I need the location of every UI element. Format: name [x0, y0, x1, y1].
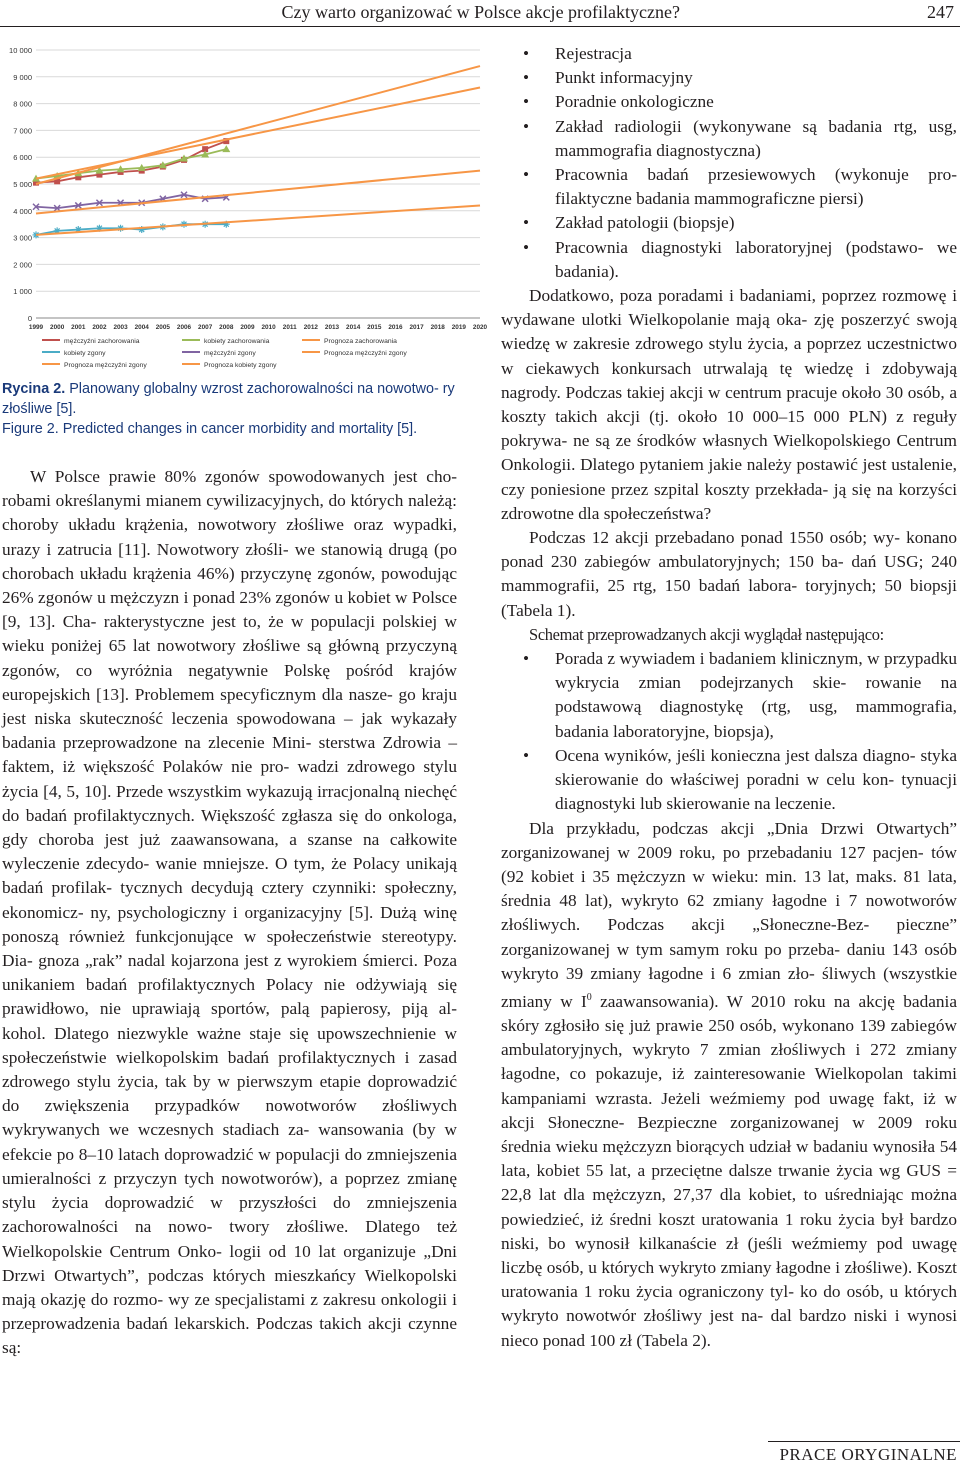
- legend-label: mężczyźni zachorowania: [64, 338, 140, 345]
- header-rule: [0, 26, 960, 27]
- list-item: • Zakład patologii (biopsje): [501, 211, 957, 235]
- x-tick-label: 2006: [176, 324, 192, 331]
- x-tick-label: 2004: [134, 324, 149, 331]
- caption-pl: [2, 379, 457, 419]
- series-line: [36, 66, 480, 184]
- paragraph: Podczas 12 akcji przebadano ponad 1550 osób; wy- konano ponad 230 zabiegów ambulatoryjnych; 150 ba- dań USG; 240 mammografii, 25 rtg, 150 badań labora- toryjnych; 50 biopsji (Tabela 1).: [501, 528, 957, 620]
- x-tick-label: 2003: [113, 324, 128, 331]
- right-body: [501, 284, 957, 647]
- x-tick-label: 2007: [198, 324, 213, 331]
- x-tick-label: 2015: [367, 324, 382, 331]
- series-line: [36, 205, 480, 234]
- paragraph: [501, 817, 957, 1353]
- schemat-heading: Schemat przeprowadzanych akcji wyglądał następująco:: [529, 624, 884, 644]
- list-item: • Pracownia diagnostyki laboratoryjnej (podstawo- we badania).: [501, 236, 957, 284]
- x-tick-label: 2016: [388, 324, 403, 331]
- caption-en: Figure 2. Predicted changes in cancer morbidity and mortality [5].: [2, 421, 418, 437]
- y-tick-label: 2 000: [13, 260, 32, 270]
- list-item: • Poradnie onkologiczne: [501, 90, 957, 114]
- footer-rule: [768, 1441, 960, 1442]
- x-tick-label: 2008: [219, 324, 234, 331]
- x-tick-label: 2005: [155, 324, 170, 331]
- superscript: 0: [586, 991, 592, 1003]
- x-tick-label: 2011: [282, 324, 297, 331]
- y-tick-label: 10 000: [9, 46, 32, 55]
- running-header: [0, 0, 960, 28]
- paragraph-part: zaawansowania). W 2010 roku na akcję badania skóry zgłosiło się już prawie 250 osób, wykonano 139 zabiegów ambulatoryjnych, wykryto 7 zmian złośliwych i 272 zmiany łagodne, co pokazuje, iż zainteresowanie Wielkopolan takimi kampaniami wzrasta. Jeżeli weźmiemy pod uwagę fakt, iż w akcji Słoneczne- Bezpieczne zorganizowanej w 2009 roku średnia wieku mężczyzn biorących udział w badaniu wynosiła 54 lata, kobiet 55 lat, a przeciętne dalsze trwanie życia wg GUS = 22,8 lat dla mężczyzn, 27,37 dla kobiet, to uśredniając można powiedzieć, iż średni koszt uratowania 1 roku życia był bardzo niski, bo wynosił kilkanaście zł (jeśli weźmiemy pod uwagę liczbę osób, u których wykryto zmiany łagodne i złośliwe). Koszt uratowania 1 roku życia ograniczony tyl- ko do osób, u których wykryto nowotwór złośliwy jest na- dal bardzo niski i wynosi nieco ponad 100 zł (Tabela 2).: [501, 991, 957, 1350]
- y-tick-label: 6 000: [13, 153, 32, 163]
- y-tick-label: 1 000: [13, 287, 32, 297]
- data-point: [222, 145, 230, 152]
- line-chart: [2, 30, 488, 369]
- figure-chart: [2, 30, 488, 369]
- list-item: • Punkt informacyjny: [501, 66, 957, 90]
- y-tick-label: 3 000: [13, 233, 32, 243]
- list-item: • Zakład radiologii (wykonywane są badania rtg, usg, mammografia diagnostyczna): [501, 115, 957, 163]
- series-line: [36, 171, 480, 214]
- list-item: • Rejestracja: [501, 42, 957, 66]
- page-number: 247: [927, 2, 954, 22]
- x-tick-label: 2020: [472, 324, 488, 331]
- y-tick-label: 5 000: [13, 180, 32, 189]
- footer-text: PRACE ORYGINALNE: [779, 1445, 957, 1464]
- caption-pl-text: Planowany globalny wzrost zachorowalności na nowotwo- ry złośliwe [5].: [2, 381, 455, 417]
- paragraph: Dodatkowo, poza poradami i badaniami, poprzez rozmowę i wydawane ulotki Wielkopolanie mają oka- zję poszerzyć swoją wiedzę w zakresie zdrowego stylu życia, a poprzez uczestnictwo w ciekawych konkursach utrwalają tę wiedzę i zdobywają nagrody. Podczas takiej akcji w centrum pracuje około 30 osób, a koszty takich akcji (tj. około 10 000–15 000 PLN) z reguły pokrywa- ne są ze środków własnych Wielkopolskiego Centrum Onkologii. Dlatego pytaniem jakie należy postawić jest ustalenie, czy poniesione przez szpital koszty przekłada- ją się na korzyści zdrowotne dla społeczeństwa?: [501, 286, 957, 523]
- y-tick-label: 4 000: [13, 206, 32, 216]
- x-tick-label: 2002: [92, 324, 107, 331]
- legend-label: Prognoza mężczyźni zgony: [324, 350, 407, 357]
- legend-label: Prognoza mężczyźni zgony: [64, 362, 147, 369]
- x-tick-label: 2010: [261, 324, 276, 331]
- legend-label: Prognoza zachorowania: [324, 338, 397, 345]
- caption-label: Rycina 2.: [2, 381, 66, 397]
- figure-caption: [2, 379, 457, 439]
- x-tick-label: 2019: [451, 324, 466, 331]
- procedure-list: [501, 647, 957, 816]
- legend-label: Prognoza kobiety zgony: [204, 362, 277, 369]
- paragraph-part: Dla przykładu, podczas akcji „Dnia Drzwi Otwartych” zorganizowanej w 2009 roku, po przebadaniu 127 pacjen- tów (92 kobiet i 35 mężczyzn w wieku: min. 13 lat, maks. 81 lata, średnia 48 lat), wykryto 62 zmiany łagodne i 7 nowotworów złośliwych. Podczas akcji „Słoneczne-Bez- pieczne” zorganizowanej w tym samym roku po przeba- daniu 143 osób wykryto 39 zmiany łagodne i 6 zmian zło- śliwych (wszystkie zmiany w I: [501, 818, 957, 1011]
- left-column: [2, 30, 488, 1361]
- legend-label: kobiety zgony: [64, 350, 106, 357]
- x-tick-label: 2018: [430, 324, 445, 331]
- series-line: [36, 195, 226, 208]
- x-tick-label: 2000: [50, 324, 65, 331]
- legend-label: mężczyźni zgony: [204, 350, 256, 357]
- right-body-2: [501, 817, 957, 1353]
- y-tick-label: 7 000: [13, 126, 32, 136]
- left-body: [2, 465, 457, 1361]
- list-item: • Porada z wywiadem i badaniem klinicznym, w przypadku wykrycia zmian podejrzanych skie- rowanie na podstawową diagnostykę (rtg, usg, mammografia, badania laboratoryjne, biopsja),: [501, 647, 957, 744]
- x-tick-label: 2014: [346, 324, 361, 331]
- right-column: [501, 42, 957, 1353]
- x-tick-label: 2001: [71, 324, 86, 331]
- y-tick-label: 8 000: [13, 99, 32, 109]
- stations-list: [501, 42, 957, 284]
- list-item: • Pracownia badań przesiewowych (wykonuje pro- filaktyczne badania mammograficzne piersi): [501, 163, 957, 211]
- x-tick-label: 2013: [324, 324, 340, 331]
- x-tick-label: 2009: [240, 324, 255, 331]
- x-tick-label: 2017: [409, 324, 424, 331]
- legend-label: kobiety zachorowania: [204, 338, 270, 345]
- y-tick-label: 9 000: [13, 72, 32, 82]
- header-title: Czy warto organizować w Polsce akcje profilaktyczne?: [281, 2, 680, 22]
- x-tick-label: 2012: [303, 324, 318, 331]
- series-line: [36, 88, 480, 179]
- x-tick-label: 1999: [28, 324, 44, 331]
- paragraph: W Polsce prawie 80% zgonów spowodowanych jest cho- robami określanymi mianem cywilizacyjnych, do których należą: choroby układu krążenia, nowotwory złośliwe oraz wypadki, urazy i zatrucia [11]. Nowotwory złośli- we stanowią drugą (po chorobach układu krążenia 46%) przyczynę zgonów, powodując 26% zgonów u mężczyzn i ponad 23% zgonów u kobiet w Polsce [9, 13]. Cha- rakterystyczne jest to, że w populacji polskiej w wieku poniżej 65 lat nowotwory złośliwe są główną przyczyną zgonów, co wyróżnia negatywnie Polskę pośród krajów europejskich [13]. Problemem specyficznym dla nasze- go kraju jest niska skuteczność leczenia spowodowana – jak wykazały badania przeprowadzone na zlecenie Mini- sterstwa Zdrowia – faktem, iż większość Polaków nie pro- wadzi zdrowego stylu życia [4, 5, 10]. Przede wszystkim wykazują irracjonalną niechęć do badań profilaktycznych. Większość zgłasza się do onkologa, gdy choroba jest już zaawansowana, a szanse na całkowite wyleczenie zdecydo- wanie mniejsze. O tym, że Polacy unikają badań profilak- tycznych decydują cztery czynniki: społeczny, ekonomicz- ny, psychologiczny i organizacyjny [5]. Dużą winę ponoszą również funkcjonujące w społeczeństwie stereotypy. Dia- gnoza „rak” nadal kojarzona jest z wyrokiem śmierci. Poza unikaniem badań profilaktycznych Polacy nie odżywiają się prawidłowo, nie uprawiają sportów, palą papierosy, piją al- kohol. Dlatego niezwykle ważne staje się upowszechnienie w społeczeństwie wielkopolskim badań profilaktycznych i zasad zdrowego stylu życia, tak by w pierwszym etapie doprowadzić do zwiększenia przypadków nowotworów złośliwych wykrywanych we wczesnych stadiach za- wansowania (by w efekcie po 8–10 latach doprowadzić w populacji do zmniejszenia umieralności z przyczyn tych nowotworów), a poprzez zmianę stylu życia doprowadzić w przyszłości do zmniejszenia zachorowalności na nowo- twory złośliwe. Dlatego też Wielkopolskie Centrum Onko- logii od 10 lat organizuje „Dni Drzwi Otwartych”, podczas których mieszkańcy Wielkopolski mają okazję do rozmo- wy ze specjalistami z zakresu onkologii i przeprowadzenia badań lekarskich. Podczas takich akcji czynne są:: [2, 467, 457, 1358]
- list-item: • Ocena wyników, jeśli konieczna jest dalsza diagno- styka skierowanie do właściwej poradni w celu kon- tynuacji diagnostyki lub skierowanie na leczenie.: [501, 744, 957, 817]
- y-tick-label: 0: [27, 314, 32, 323]
